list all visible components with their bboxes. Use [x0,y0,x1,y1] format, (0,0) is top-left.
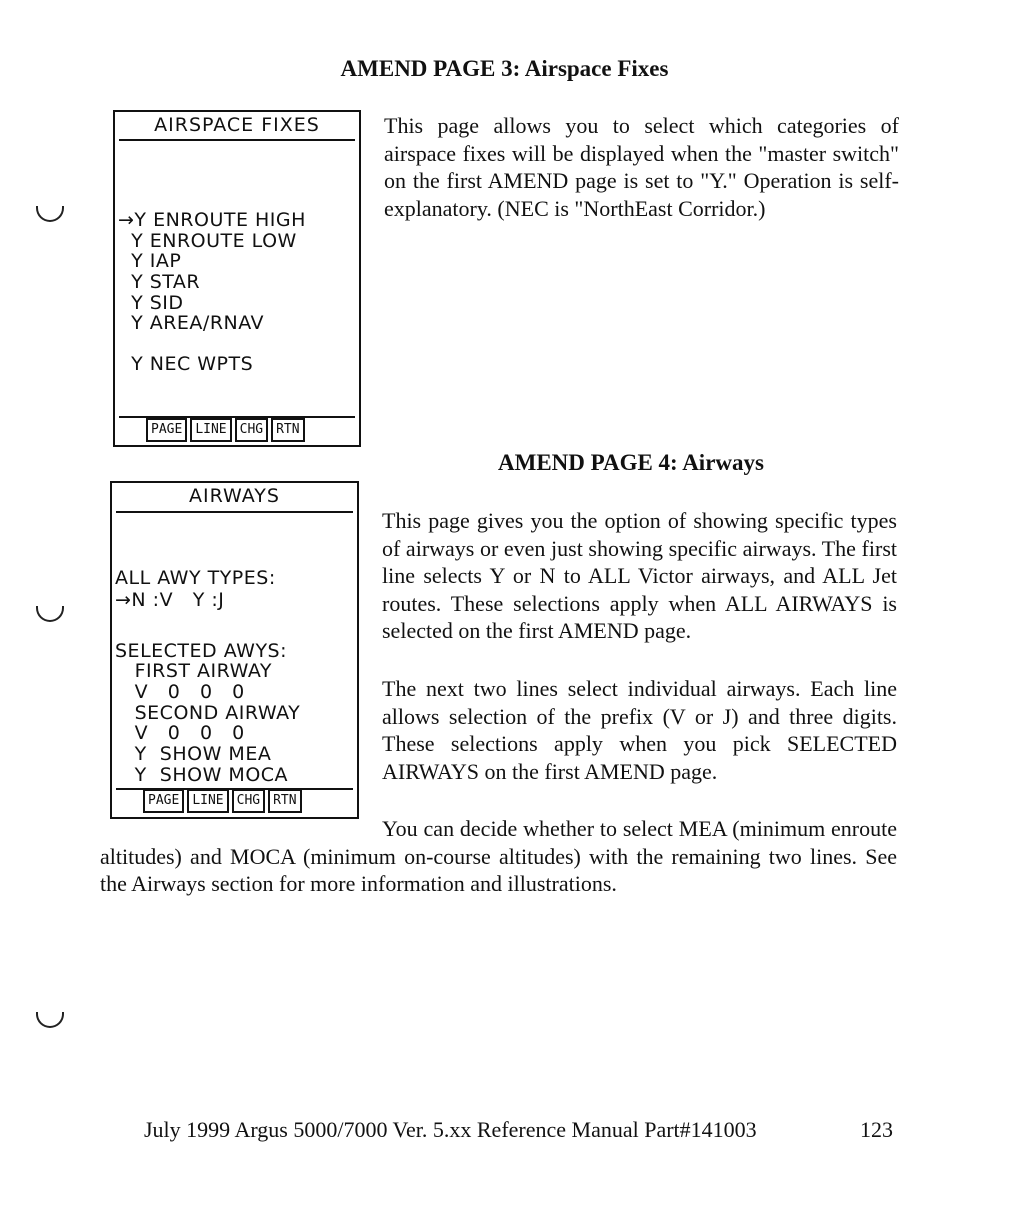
screen-line: FIRST AIRWAY [115,660,272,682]
screen-line: Y SID [118,292,184,314]
screen-line: Y SHOW MEA [115,743,272,765]
screen-line: SELECTED AWYS: [115,640,288,662]
binder-hole-mark [36,606,64,622]
page-number: 123 [860,1117,893,1142]
page4-paragraph-2: The next two lines select individual airways. Each line allows selection of the prefix (V or J) and three digits. These selections apply when you pick SELECTED AIRWAYS on the first AMEND page. [382,676,897,784]
screen-line: Y SHOW MOCA [115,764,289,786]
chg-softkey[interactable]: CHG [235,418,268,442]
screen-line: Y AREA/RNAV [118,312,265,334]
airspace-fixes-screen [113,110,361,447]
binder-hole-mark [36,206,64,222]
page4-paragraph-1: This page gives you the option of showing specific types of airways or even just showing specific airways. The first line selects Y or N to ALL Victor airways, and ALL Jet routes. These selections apply when ALL AIRWAYS is selected on the first AMEND page. [382,508,897,643]
screen-line: →N :V Y :J [115,589,225,611]
line-softkey[interactable]: LINE [190,418,231,442]
footer-text: July 1999 Argus 5000/7000 Ver. 5.xx Reference Manual Part#141003 [144,1117,757,1142]
softkey-bar [143,789,302,813]
screen-title: AIRSPACE FIXES [154,114,320,136]
screen-line: Y IAP [118,250,182,272]
screen-line: V 0 0 0 [115,722,245,744]
screen-line: Y NEC WPTS [118,353,254,375]
rtn-softkey[interactable]: RTN [268,789,301,813]
softkey-bar [146,418,305,442]
binder-hole-mark [36,1012,64,1028]
chg-softkey[interactable]: CHG [232,789,265,813]
screen-line: SECOND AIRWAY [115,702,301,724]
page3-heading: AMEND PAGE 3: Airspace Fixes [340,56,669,81]
screen-line: ALL AWY TYPES: [115,567,276,589]
screen-title: AIRWAYS [189,485,280,507]
page4-heading: AMEND PAGE 4: Airways [498,450,764,475]
rtn-softkey[interactable]: RTN [271,418,304,442]
page3-description: This page allows you to select which categories of airspace fixes will be displayed when the "master switch" on the first AMEND page is set to "Y." Operation is self-explanatory. (NEC is "NorthEast Corridor.) [384,113,899,221]
line-softkey[interactable]: LINE [187,789,228,813]
airways-screen [110,481,359,819]
divider [119,139,355,141]
screen-line: Y ENROUTE LOW [118,230,297,252]
divider [116,511,353,513]
screen-line: V 0 0 0 [115,681,245,703]
page-softkey[interactable]: PAGE [146,418,187,442]
page4-paragraph-3: You can decide whether to select MEA (minimum enroute altitudes) and MOCA (minimum on-course altitudes) with the remaining two lines. See the Airways section for more information and illustrations. [100,816,897,896]
screen-line: Y STAR [118,271,201,293]
page-softkey[interactable]: PAGE [143,789,184,813]
screen-line: →Y ENROUTE HIGH [118,209,306,231]
